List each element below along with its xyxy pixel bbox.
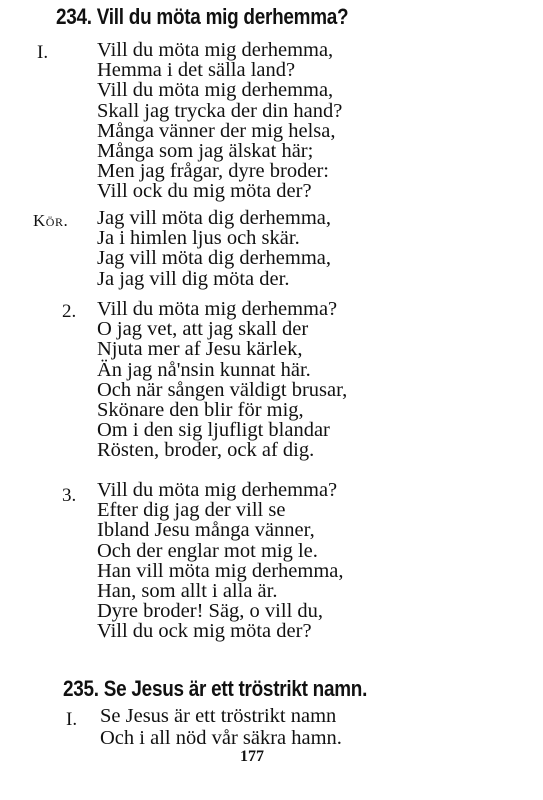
stanza-3-line-2: Efter dig jag der vill se bbox=[97, 499, 286, 522]
chorus-line-4: Ja jag vill dig möta der. bbox=[97, 267, 290, 290]
hymn-234-title: 234. Vill du möta mig derhemma? bbox=[56, 4, 349, 29]
page-number: 177 bbox=[240, 748, 264, 765]
stanza-1-line-2: Hemma i det sälla land? bbox=[97, 59, 296, 82]
stanza-2-line-1: Vill du möta mig derhemma? bbox=[97, 298, 338, 320]
chorus bbox=[97, 208, 331, 289]
stanza-3-line-1: Vill du möta mig derhemma? bbox=[97, 479, 338, 501]
stanza-2-line-7: Om i den sig ljufligt blandar bbox=[97, 419, 330, 442]
hymn-235-line-1: Se Jesus är ett tröstrikt namn bbox=[100, 705, 337, 727]
stanza-3-line-7: Dyre broder! Säg, o vill du, bbox=[97, 600, 324, 623]
chorus-line-2: Ja i himlen ljus och skär. bbox=[97, 227, 300, 250]
stanza-2-line-2: O jag vet, att jag skall der bbox=[97, 318, 309, 341]
stanza-2-line-5: Och när sången väldigt brusar, bbox=[97, 378, 348, 401]
stanza-2-line-8: Rösten, broder, ock af dig. bbox=[97, 439, 315, 462]
hymn-235-title: 235. Se Jesus är ett tröstrikt namn. bbox=[63, 676, 368, 701]
stanza-3-line-4: Och der englar mot mig le. bbox=[97, 539, 318, 562]
stanza-1-line-4: Skall jag trycka der din hand? bbox=[97, 99, 343, 122]
stanza-3-line-3: Ibland Jesu många vänner, bbox=[97, 519, 315, 542]
stanza-3 bbox=[97, 480, 344, 642]
stanza-3-line-5: Han vill möta mig derhemma, bbox=[97, 559, 344, 582]
chorus-line-1: Jag vill möta dig derhemma, bbox=[97, 207, 331, 229]
stanza-1-line-1: Vill du möta mig derhemma, bbox=[97, 39, 334, 61]
stanza-2 bbox=[97, 299, 347, 461]
hymn-235-stanza-1-number: I. bbox=[66, 709, 78, 730]
stanza-1-line-8: Vill ock du mig möta der? bbox=[97, 180, 312, 203]
stanza-2-line-3: Njuta mer af Jesu kärlek, bbox=[97, 338, 303, 361]
hymn-235-line-2: Och i all nöd vår säkra hamn. bbox=[100, 727, 342, 749]
stanza-2-line-4: Än jag nå'nsin kunnat här. bbox=[97, 358, 311, 381]
stanza-1-number: I. bbox=[37, 42, 49, 63]
stanza-3-line-8: Vill du ock mig möta der? bbox=[97, 620, 312, 643]
stanza-3-number: 3. bbox=[62, 485, 77, 506]
stanza-1-line-7: Men jag frågar, dyre broder: bbox=[97, 160, 329, 183]
stanza-1-line-3: Vill du möta mig derhemma, bbox=[97, 79, 334, 102]
stanza-1-line-5: Många vänner der mig helsa, bbox=[97, 119, 336, 142]
hymn-235-stanza-1 bbox=[100, 705, 342, 749]
stanza-2-line-6: Skönare den blir för mig, bbox=[97, 398, 304, 421]
stanza-3-line-6: Han, som allt i alla är. bbox=[97, 579, 278, 602]
chorus-line-3: Jag vill möta dig derhemma, bbox=[97, 247, 331, 270]
stanza-1-line-6: Många som jag älskat här; bbox=[97, 139, 314, 162]
stanza-2-number: 2. bbox=[62, 301, 77, 322]
chorus-label: Kör. bbox=[33, 211, 69, 230]
stanza-1 bbox=[97, 40, 342, 202]
